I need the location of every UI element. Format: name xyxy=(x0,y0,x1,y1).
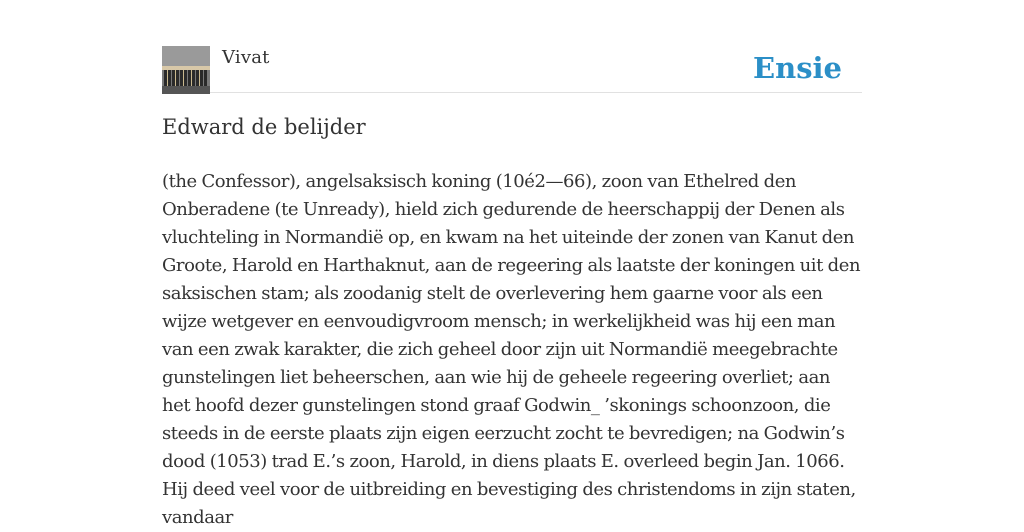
site-header xyxy=(162,46,862,93)
brand-logo[interactable]: Ensie xyxy=(753,51,842,85)
article-title: Edward de belijder xyxy=(162,115,366,139)
author-name[interactable]: Vivat xyxy=(222,47,270,68)
author-avatar[interactable] xyxy=(162,46,210,94)
article-body: (the Confessor), angelsaksisch koning (10é2—66), zoon van Ethelred den Onberadene (te Unready), hield zich gedurende de heerschappij der Denen als vluchteling in Normandië op, en kwam na het uiteinde der zonen van Kanut den Groote, Harold en Harthaknut, aan de regeering als laatste der koningen uit den saksischen stam; als zoodanig stelt de overlevering hem gaarne voor als een wijze wetgever en eenvoudigvroom mensch; in werkelijkheid was hij een man van een zwak karakter, die zich geheel door zijn uit Normandië meegebrachte gunstelingen liet beheerschen, aan wie hij de geheele regeering overliet; aan het hoofd dezer gunstelingen stond graaf Godwin_ ’skonings schoonzoon, die steeds in de eerste plaats zijn eigen eerzucht zocht te bevredigen; na Godwin’s dood (1053) trad E.’s zoon, Harold, in diens plaats E. overleed begin Jan. 1066. Hij deed veel voor de uitbreiding en bevestiging des christendoms in zijn staten, vandaar xyxy=(162,171,861,528)
bookshelf-photo-icon xyxy=(162,46,210,94)
